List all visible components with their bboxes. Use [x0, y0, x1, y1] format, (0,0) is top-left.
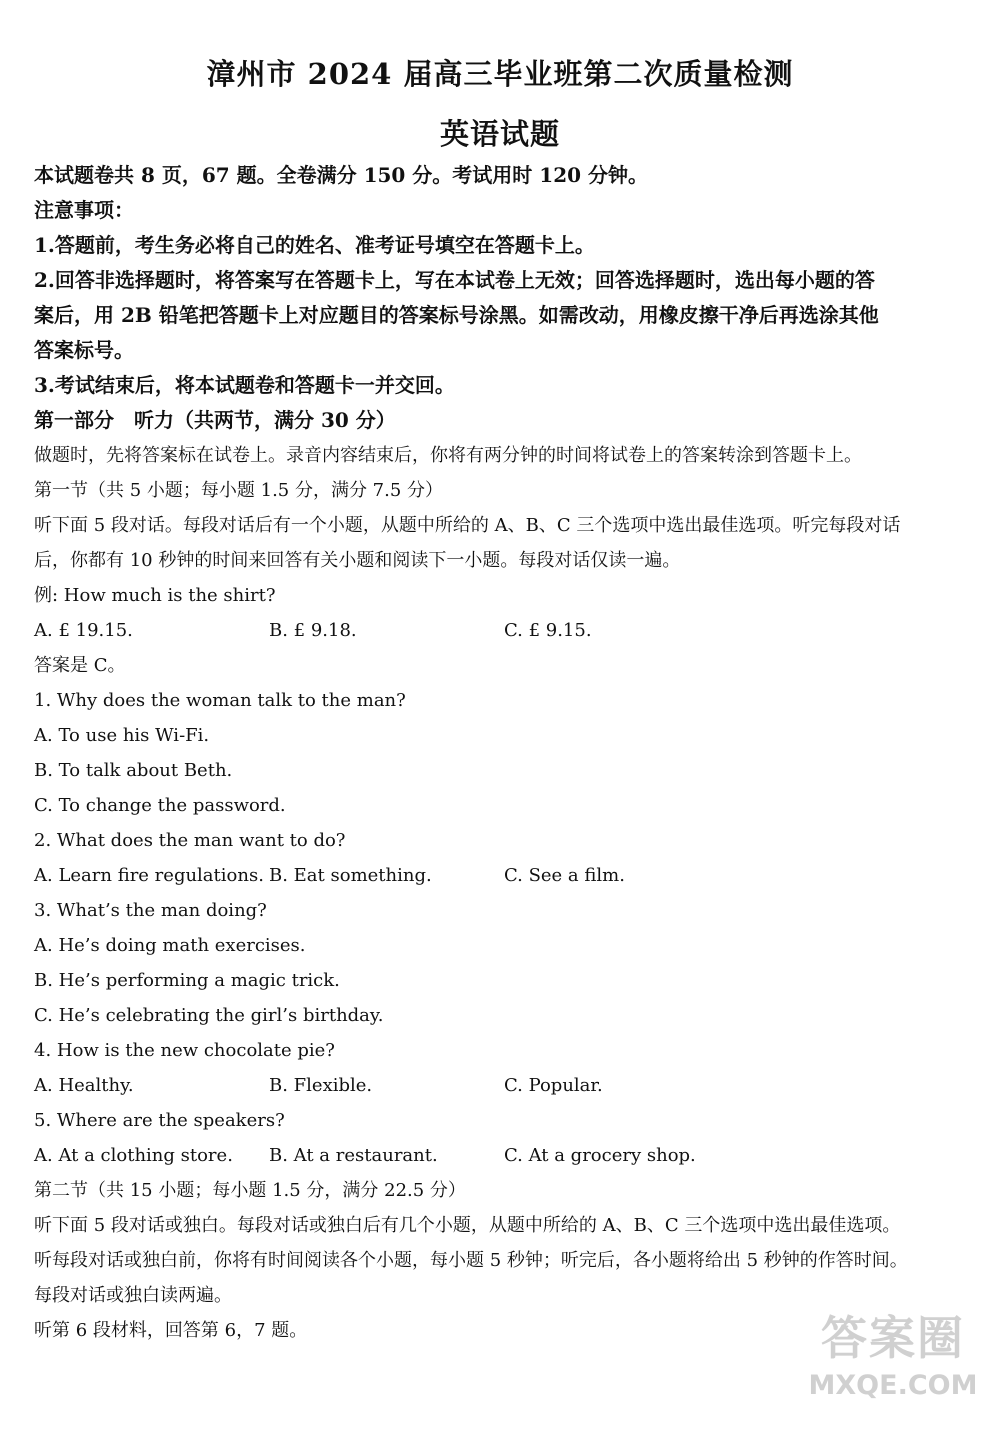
exam-subtitle: 英语试题: [439, 117, 560, 151]
watermark-top-text: 答案圈: [821, 1311, 965, 1365]
example-option-a: A. £ 19.15.: [34, 620, 133, 641]
q3-option-b: B. He’s performing a magic trick.: [34, 970, 340, 991]
q5-option-c: C. At a grocery shop.: [504, 1145, 696, 1166]
notice-2-line-2: 案后，用 2B 铅笔把答题卡上对应题目的答案标号涂黑。如需改动，用橡皮擦干净后再选涂其他: [34, 303, 879, 327]
q3-option-c: C. He’s celebrating the girl’s birthday.: [34, 1005, 384, 1026]
q2-option-c: C. See a film.: [504, 865, 625, 886]
section1-heading: 第一节（共 5 小题；每小题 1.5 分，满分 7.5 分）: [34, 480, 444, 501]
q2-option-a: A. Learn fire regulations.: [34, 865, 264, 886]
q1-option-a: A. To use his Wi-Fi.: [34, 725, 210, 746]
section2-heading: 第二节（共 15 小题；每小题 1.5 分，满分 22.5 分）: [34, 1180, 466, 1201]
q5-question: 5. Where are the speakers?: [34, 1110, 285, 1131]
q3-question: 3. What’s the man doing?: [34, 900, 267, 921]
exam-title: 漳州市 2024 届高三毕业班第二次质量检测: [206, 57, 794, 91]
section2-intro-line-3: 每段对话或独白读两遍。: [34, 1285, 232, 1306]
q2-question: 2. What does the man want to do?: [34, 830, 346, 851]
q4-option-a: A. Healthy.: [34, 1075, 134, 1096]
watermark-bottom-text: MXQE.COM: [808, 1370, 978, 1401]
notice-2-line-1: 2.回答非选择题时，将答案写在答题卡上，写在本试卷上无效；回答选择题时，选出每小题的答: [34, 268, 875, 292]
q1-option-c: C. To change the password.: [34, 795, 286, 816]
material-6-instruction: 听第 6 段材料，回答第 6，7 题。: [34, 1320, 308, 1341]
section1-intro-line-1: 听下面 5 段对话。每段对话后有一个小题，从题中所给的 A、B、C 三个选项中选出最佳选项。听完每段对话: [34, 515, 901, 536]
watermark-logo: [808, 1308, 978, 1418]
notice-title: 注意事项：: [34, 198, 134, 222]
q2-option-b: B. Eat something.: [269, 865, 432, 886]
q4-option-b: B. Flexible.: [269, 1075, 373, 1096]
example-question: 例: How much is the shirt?: [34, 585, 276, 606]
q5-option-a: A. At a clothing store.: [34, 1145, 233, 1166]
q4-option-c: C. Popular.: [504, 1075, 603, 1096]
section2-intro-line-1: 听下面 5 段对话或独白。每段对话或独白后有几个小题，从题中所给的 A、B、C 三个选项中选出最佳选项。: [34, 1215, 901, 1236]
notice-3: 3.考试结束后，将本试题卷和答题卡一并交回。: [34, 373, 455, 397]
notice-1: 1.答题前，考生务必将自己的姓名、准考证号填空在答题卡上。: [34, 233, 595, 257]
exam-summary: 本试题卷共 8 页，67 题。全卷满分 150 分。考试用时 120 分钟。: [34, 163, 648, 187]
part1-heading: 第一部分 听力（共两节，满分 30 分）: [34, 408, 396, 432]
notice-2-line-3: 答案标号。: [34, 338, 134, 362]
q3-option-a: A. He’s doing math exercises.: [34, 935, 306, 956]
example-option-b: B. £ 9.18.: [269, 620, 357, 641]
q1-option-b: B. To talk about Beth.: [34, 760, 233, 781]
section1-intro-line-2: 后，你都有 10 秒钟的时间来回答有关小题和阅读下一小题。每段对话仅读一遍。: [34, 550, 681, 571]
q5-option-b: B. At a restaurant.: [269, 1145, 438, 1166]
part1-intro: 做题时，先将答案标在试卷上。录音内容结束后，你将有两分钟的时间将试卷上的答案转涂到答题卡上。: [34, 445, 862, 466]
q1-question: 1. Why does the woman talk to the man?: [34, 690, 406, 711]
example-option-c: C. £ 9.15.: [504, 620, 592, 641]
example-answer: 答案是 C。: [34, 655, 126, 676]
section2-intro-line-2: 听每段对话或独白前，你将有时间阅读各个小题，每小题 5 秒钟；听完后，各小题将给出 5 秒钟的作答时间。: [34, 1250, 908, 1271]
q4-question: 4. How is the new chocolate pie?: [34, 1040, 335, 1061]
